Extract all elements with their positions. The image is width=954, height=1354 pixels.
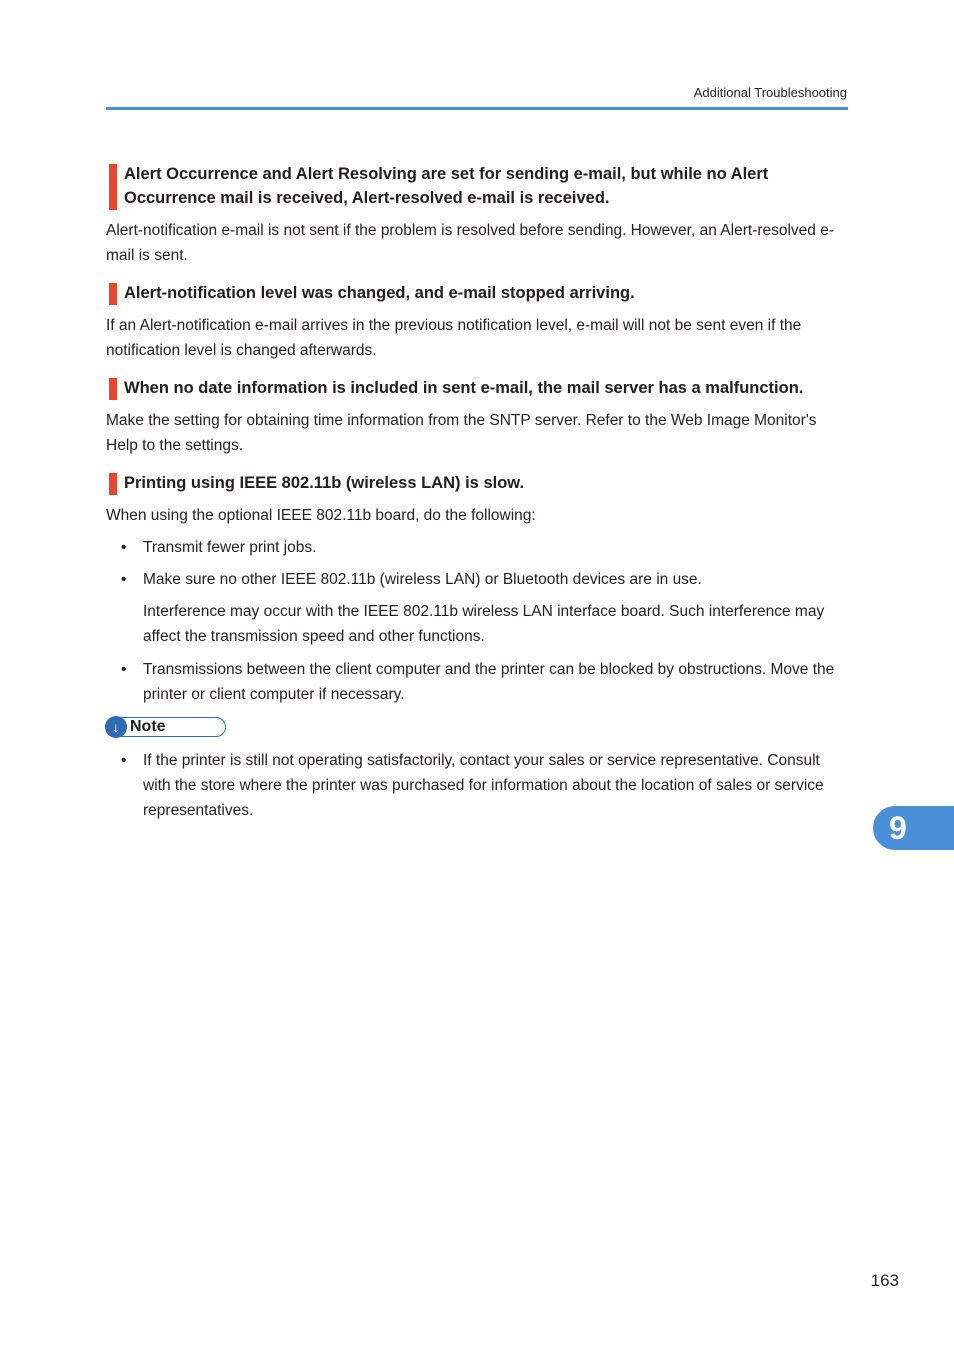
heading-marker xyxy=(109,283,117,305)
arrow-down-circle-icon: ↓ xyxy=(105,716,127,738)
section-heading xyxy=(106,471,848,495)
list-item xyxy=(106,748,848,823)
header-title: Additional Troubleshooting xyxy=(693,85,847,100)
bullet-list xyxy=(106,535,848,592)
list-item-text: Transmit fewer print jobs. xyxy=(143,539,317,556)
list-item xyxy=(106,535,848,560)
section-body: When using the optional IEEE 802.11b board, do the following: xyxy=(106,507,536,524)
section-body: Alert-notification e-mail is not sent if the problem is resolved before sending. However, an Alert-resolved e-mail is sent. xyxy=(106,222,834,264)
header-rule xyxy=(106,107,848,110)
list-item-text: Make sure no other IEEE 802.11b (wireless LAN) or Bluetooth devices are in use. xyxy=(143,571,702,588)
heading-text: Alert-notification level was changed, and e-mail stopped arriving. xyxy=(124,284,635,302)
heading-text: Printing using IEEE 802.11b (wireless LAN) is slow. xyxy=(124,474,525,492)
bullet-icon: • xyxy=(121,661,127,678)
chapter-tab: 9 xyxy=(873,806,954,850)
bullet-icon: • xyxy=(121,571,127,588)
section-heading xyxy=(106,376,848,400)
note-label: Note xyxy=(130,718,166,735)
main-content xyxy=(106,162,848,823)
heading-marker xyxy=(109,378,117,400)
note-badge xyxy=(106,717,226,737)
heading-text: When no date information is included in sent e-mail, the mail server has a malfunction. xyxy=(124,379,804,397)
list-item-text: If the printer is still not operating satisfactorily, contact your sales or service representative. Consult with the store where the printer was purchased for information about the location of sales or service representatives. xyxy=(143,752,824,819)
page-number: 163 xyxy=(870,1271,899,1290)
list-item xyxy=(106,567,848,592)
heading-text: Alert Occurrence and Alert Resolving are set for sending e-mail, but while no Alert Occurrence mail is received, Alert-resolved e-mail is received. xyxy=(124,165,769,207)
heading-marker xyxy=(109,164,117,210)
bullet-icon: • xyxy=(121,539,127,556)
section-body: If an Alert-notification e-mail arrives in the previous notification level, e-mail will not be sent even if the notification level is changed afterwards. xyxy=(106,317,802,359)
section-body: Make the setting for obtaining time information from the SNTP server. Refer to the Web Image Monitor's Help to the settings. xyxy=(106,412,817,454)
note-list xyxy=(106,748,848,823)
list-item-detail: Interference may occur with the IEEE 802.11b wireless LAN interface board. Such interference may affect the transmission speed and other functions. xyxy=(143,603,825,645)
section-heading xyxy=(106,281,848,305)
section-heading xyxy=(106,162,848,210)
list-item-text: Transmissions between the client computer and the printer can be blocked by obstructions. Move the printer or client computer if necessary. xyxy=(143,661,835,703)
heading-marker xyxy=(109,473,117,495)
bullet-icon: • xyxy=(121,752,127,769)
list-item xyxy=(106,657,848,707)
bullet-list xyxy=(106,657,848,707)
